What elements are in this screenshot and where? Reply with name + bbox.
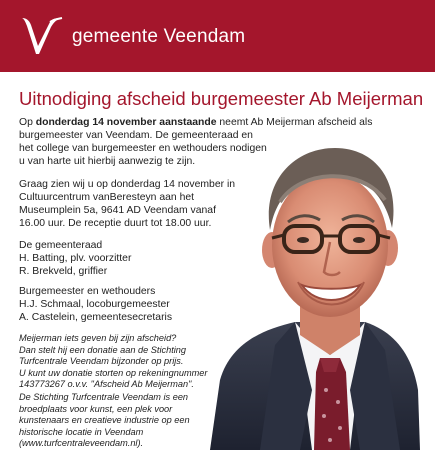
- brand-name: gemeente Veendam: [72, 26, 246, 47]
- foundation-note: De Stichting Turfcentrale Veendam is een broedplaats voor kunst, een plek voor kunstenaars en creatieve industrie op een historische locatie in Veendam (www.turfcentraleveendam.nl).: [19, 392, 190, 449]
- page-title: Uitnodiging afscheid burgemeester Ab Meijerman: [19, 88, 424, 109]
- event-date: donderdag 14 november aanstaande: [35, 117, 217, 128]
- donation-note: Meijerman iets geven bij zijn afscheid? Dan stelt hij een donatie aan de Stichting Turfcentrale Veendam bijzonder op prijs. U kunt uw donatie storten op rekeningnummer 143773267 o.v.v. "Afscheid Ab Meijerman".: [19, 333, 208, 390]
- header-bar: [0, 0, 435, 72]
- veendam-v-logo-icon: [20, 16, 64, 56]
- intro-paragraph: Op donderdag 14 november aanstaande neemt Ab Meijerman afscheid als burgemeester van Veendam. De gemeenteraad en het college van burgemeester en wethouders nodigen u van harte uit hierbij aanwezig te zijn.: [19, 117, 373, 167]
- council-signatories: De gemeenteraad H. Batting, plv. voorzitter R. Brekveld, griffier: [19, 240, 132, 277]
- board-signatories: Burgemeester en wethouders H.J. Schmaal, locoburgemeester A. Castelein, gemeentesecretaris: [19, 286, 173, 323]
- details-paragraph: Graag zien wij u op donderdag 14 november in Cultuurcentrum vanBeresteyn aan het Museumplein 5a, 9641 AD Veendam vanaf 16.00 uur. De receptie duurt tot 18.00 uur.: [19, 179, 236, 229]
- portrait-photo: [200, 140, 420, 450]
